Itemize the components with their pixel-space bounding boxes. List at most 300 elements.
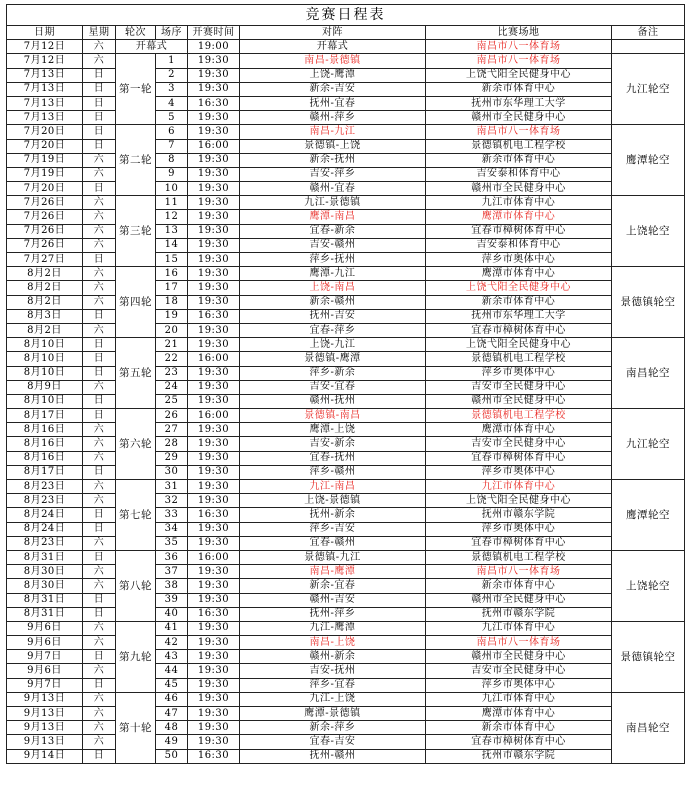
game-match: 宜春-新余 [240, 224, 426, 238]
game-time: 19:30 [188, 621, 240, 635]
game-match: 吉安-萍乡 [240, 167, 426, 181]
game-venue: 新余市体育中心 [426, 579, 612, 593]
game-seq: 24 [156, 380, 188, 394]
game-match: 赣州-宜春 [240, 182, 426, 196]
game-seq: 35 [156, 536, 188, 550]
game-match: 萍乡-宜春 [240, 678, 426, 692]
game-match: 萍乡-吉安 [240, 522, 426, 536]
game-weekday: 六 [83, 295, 116, 309]
game-venue: 景德镇机电工程学校 [426, 139, 612, 153]
game-date: 8月3日 [7, 309, 83, 323]
col-header-time: 开赛时间 [188, 26, 240, 40]
table-row [7, 636, 685, 650]
game-weekday: 六 [83, 54, 116, 68]
game-seq: 47 [156, 707, 188, 721]
game-weekday: 六 [83, 210, 116, 224]
game-time: 16:00 [188, 352, 240, 366]
opening-match: 开幕式 [240, 40, 426, 54]
game-venue: 赣州市全民健身中心 [426, 593, 612, 607]
game-venue: 新余市体育中心 [426, 153, 612, 167]
table-row [7, 409, 685, 423]
game-time: 19:30 [188, 707, 240, 721]
game-seq: 23 [156, 366, 188, 380]
game-match: 九江-景德镇 [240, 196, 426, 210]
game-seq: 36 [156, 550, 188, 564]
game-match: 新余-萍乡 [240, 721, 426, 735]
game-venue: 景德镇机电工程学校 [426, 409, 612, 423]
game-venue: 宜春市樟树体育中心 [426, 451, 612, 465]
game-weekday: 日 [83, 111, 116, 125]
game-time: 19:30 [188, 423, 240, 437]
round-note: 九江轮空 [612, 54, 685, 125]
game-time: 19:30 [188, 536, 240, 550]
round-label: 第六轮 [116, 409, 156, 480]
game-seq: 31 [156, 480, 188, 494]
game-date: 8月31日 [7, 607, 83, 621]
game-match: 新余-吉安 [240, 82, 426, 96]
game-seq: 29 [156, 451, 188, 465]
game-seq: 6 [156, 125, 188, 139]
game-date: 8月23日 [7, 536, 83, 550]
game-date: 9月6日 [7, 621, 83, 635]
game-seq: 32 [156, 494, 188, 508]
game-venue: 九江市体育中心 [426, 621, 612, 635]
table-row [7, 749, 685, 763]
game-weekday: 日 [83, 309, 116, 323]
game-venue: 抚州市赣东学院 [426, 607, 612, 621]
game-time: 19:30 [188, 394, 240, 408]
game-date: 7月13日 [7, 96, 83, 110]
game-date: 7月27日 [7, 253, 83, 267]
game-weekday: 六 [83, 721, 116, 735]
game-venue: 萍乡市奥体中心 [426, 522, 612, 536]
game-time: 16:00 [188, 139, 240, 153]
game-match: 鹰潭-景德镇 [240, 707, 426, 721]
game-weekday: 日 [83, 508, 116, 522]
opening-label: 开幕式 [116, 40, 188, 54]
game-date: 8月2日 [7, 323, 83, 337]
game-weekday: 日 [83, 139, 116, 153]
game-weekday: 日 [83, 394, 116, 408]
table-row [7, 664, 685, 678]
game-seq: 43 [156, 650, 188, 664]
game-match: 景德镇-鹰潭 [240, 352, 426, 366]
game-weekday: 日 [83, 522, 116, 536]
game-time: 19:30 [188, 579, 240, 593]
game-seq: 1 [156, 54, 188, 68]
table-row [7, 196, 685, 210]
table-row [7, 451, 685, 465]
game-match: 赣州-新余 [240, 650, 426, 664]
round-note: 上饶轮空 [612, 550, 685, 621]
game-seq: 46 [156, 692, 188, 706]
round-label: 第四轮 [116, 267, 156, 338]
round-label: 第一轮 [116, 54, 156, 125]
game-venue: 新余市体育中心 [426, 82, 612, 96]
table-row [7, 125, 685, 139]
game-date: 8月30日 [7, 565, 83, 579]
game-date: 8月30日 [7, 579, 83, 593]
game-date: 8月10日 [7, 366, 83, 380]
table-row [7, 565, 685, 579]
game-time: 19:30 [188, 196, 240, 210]
table-row [7, 593, 685, 607]
table-row [7, 111, 685, 125]
game-time: 16:30 [188, 309, 240, 323]
game-venue: 宜春市樟树体育中心 [426, 323, 612, 337]
game-time: 19:30 [188, 451, 240, 465]
game-venue: 吉安泰和体育中心 [426, 167, 612, 181]
game-date: 8月24日 [7, 508, 83, 522]
game-seq: 15 [156, 253, 188, 267]
game-date: 8月2日 [7, 281, 83, 295]
game-seq: 10 [156, 182, 188, 196]
game-time: 19:30 [188, 636, 240, 650]
game-seq: 19 [156, 309, 188, 323]
game-seq: 13 [156, 224, 188, 238]
game-venue: 抚州市赣东学院 [426, 749, 612, 763]
table-row [7, 522, 685, 536]
table-row [7, 352, 685, 366]
game-date: 8月31日 [7, 593, 83, 607]
game-time: 16:30 [188, 607, 240, 621]
game-venue: 萍乡市奥体中心 [426, 678, 612, 692]
game-time: 19:30 [188, 82, 240, 96]
game-venue: 赣州市全民健身中心 [426, 394, 612, 408]
game-weekday: 日 [83, 338, 116, 352]
game-venue: 宜春市樟树体育中心 [426, 224, 612, 238]
table-row [7, 167, 685, 181]
game-match: 吉安-抚州 [240, 664, 426, 678]
game-weekday: 六 [83, 494, 116, 508]
game-match: 萍乡-新余 [240, 366, 426, 380]
game-venue: 南昌市八一体育场 [426, 636, 612, 650]
game-seq: 4 [156, 96, 188, 110]
game-time: 19:30 [188, 295, 240, 309]
game-time: 19:30 [188, 565, 240, 579]
game-time: 19:30 [188, 210, 240, 224]
table-row [7, 182, 685, 196]
game-weekday: 日 [83, 366, 116, 380]
game-weekday: 六 [83, 621, 116, 635]
game-date: 9月6日 [7, 636, 83, 650]
game-venue: 赣州市全民健身中心 [426, 650, 612, 664]
game-time: 19:30 [188, 380, 240, 394]
game-match: 赣州-吉安 [240, 593, 426, 607]
game-time: 19:30 [188, 522, 240, 536]
table-row [7, 465, 685, 479]
game-date: 9月7日 [7, 678, 83, 692]
game-venue: 吉安市全民健身中心 [426, 437, 612, 451]
game-venue: 南昌市八一体育场 [426, 125, 612, 139]
game-weekday: 日 [83, 96, 116, 110]
game-date: 9月6日 [7, 664, 83, 678]
game-venue: 鹰潭市体育中心 [426, 707, 612, 721]
game-venue: 新余市体育中心 [426, 721, 612, 735]
game-match: 萍乡-赣州 [240, 465, 426, 479]
game-time: 19:30 [188, 664, 240, 678]
game-date: 7月13日 [7, 111, 83, 125]
table-row [7, 650, 685, 664]
game-weekday: 六 [83, 480, 116, 494]
game-weekday: 日 [83, 678, 116, 692]
game-venue: 鹰潭市体育中心 [426, 210, 612, 224]
game-time: 16:30 [188, 749, 240, 763]
table-row [7, 238, 685, 252]
table-row [7, 494, 685, 508]
game-venue: 吉安市全民健身中心 [426, 664, 612, 678]
game-time: 19:30 [188, 267, 240, 281]
game-time: 19:30 [188, 253, 240, 267]
table-row [7, 68, 685, 82]
table-row [7, 536, 685, 550]
game-time: 19:30 [188, 54, 240, 68]
game-seq: 34 [156, 522, 188, 536]
game-match: 南昌-九江 [240, 125, 426, 139]
col-header-venue: 比赛场地 [426, 26, 612, 40]
game-weekday: 六 [83, 579, 116, 593]
game-seq: 42 [156, 636, 188, 650]
table-row [7, 281, 685, 295]
game-weekday: 日 [83, 352, 116, 366]
table-row [7, 338, 685, 352]
game-match: 上饶-南昌 [240, 281, 426, 295]
game-weekday: 日 [83, 749, 116, 763]
game-time: 19:30 [188, 650, 240, 664]
game-time: 19:30 [188, 366, 240, 380]
round-note: 景德镇轮空 [612, 267, 685, 338]
schedule-table [6, 4, 685, 764]
header-row [7, 26, 685, 40]
game-time: 19:30 [188, 735, 240, 749]
round-label: 第五轮 [116, 338, 156, 409]
game-date: 9月13日 [7, 721, 83, 735]
game-weekday: 六 [83, 692, 116, 706]
game-seq: 41 [156, 621, 188, 635]
game-date: 9月13日 [7, 692, 83, 706]
table-row [7, 82, 685, 96]
game-match: 鹰潭-九江 [240, 267, 426, 281]
game-time: 16:30 [188, 96, 240, 110]
table-row [7, 96, 685, 110]
game-venue: 景德镇机电工程学校 [426, 352, 612, 366]
round-note: 景德镇轮空 [612, 621, 685, 692]
col-header-seq: 场序 [156, 26, 188, 40]
game-time: 19:30 [188, 238, 240, 252]
game-weekday: 六 [83, 238, 116, 252]
game-time: 16:00 [188, 550, 240, 564]
opening-row [7, 40, 685, 54]
game-weekday: 六 [83, 196, 116, 210]
game-time: 19:30 [188, 338, 240, 352]
game-time: 19:30 [188, 692, 240, 706]
table-row [7, 366, 685, 380]
game-time: 19:30 [188, 593, 240, 607]
col-header-match: 对阵 [240, 26, 426, 40]
game-time: 19:30 [188, 323, 240, 337]
game-venue: 九江市体育中心 [426, 480, 612, 494]
game-seq: 33 [156, 508, 188, 522]
opening-venue: 南昌市八一体育场 [426, 40, 612, 54]
game-venue: 萍乡市奥体中心 [426, 253, 612, 267]
game-match: 上饶-景德镇 [240, 494, 426, 508]
game-date: 8月2日 [7, 295, 83, 309]
table-row [7, 508, 685, 522]
col-header-note: 备注 [612, 26, 685, 40]
table-row [7, 678, 685, 692]
round-note: 南昌轮空 [612, 338, 685, 409]
table-row [7, 437, 685, 451]
table-row [7, 224, 685, 238]
col-header-date: 日期 [7, 26, 83, 40]
game-venue: 赣州市全民健身中心 [426, 182, 612, 196]
game-date: 9月7日 [7, 650, 83, 664]
game-date: 7月13日 [7, 82, 83, 96]
round-note: 南昌轮空 [612, 692, 685, 763]
game-date: 7月20日 [7, 182, 83, 196]
game-match: 鹰潭-南昌 [240, 210, 426, 224]
game-weekday: 日 [83, 409, 116, 423]
game-venue: 萍乡市奥体中心 [426, 465, 612, 479]
table-row [7, 480, 685, 494]
game-match: 赣州-抚州 [240, 394, 426, 408]
table-row [7, 267, 685, 281]
game-date: 8月10日 [7, 394, 83, 408]
game-seq: 40 [156, 607, 188, 621]
round-label: 第二轮 [116, 125, 156, 196]
game-weekday: 日 [83, 82, 116, 96]
game-seq: 17 [156, 281, 188, 295]
game-match: 上饶-九江 [240, 338, 426, 352]
table-row [7, 253, 685, 267]
game-time: 19:30 [188, 480, 240, 494]
schedule-sheet [6, 4, 684, 764]
game-match: 宜春-萍乡 [240, 323, 426, 337]
game-match: 抚州-宜春 [240, 96, 426, 110]
game-time: 19:30 [188, 182, 240, 196]
opening-note [612, 40, 685, 54]
game-time: 19:30 [188, 224, 240, 238]
game-match: 吉安-宜春 [240, 380, 426, 394]
game-time: 19:30 [188, 494, 240, 508]
game-match: 新余-宜春 [240, 579, 426, 593]
game-weekday: 六 [83, 167, 116, 181]
game-venue: 宜春市樟树体育中心 [426, 735, 612, 749]
game-seq: 21 [156, 338, 188, 352]
opening-weekday: 六 [83, 40, 116, 54]
game-date: 7月19日 [7, 153, 83, 167]
opening-time: 19:00 [188, 40, 240, 54]
table-title: 竞赛日程表 [7, 5, 685, 26]
game-seq: 14 [156, 238, 188, 252]
game-weekday: 六 [83, 636, 116, 650]
round-label: 第九轮 [116, 621, 156, 692]
game-weekday: 日 [83, 650, 116, 664]
game-venue: 赣州市全民健身中心 [426, 111, 612, 125]
game-weekday: 日 [83, 68, 116, 82]
game-match: 新余-抚州 [240, 153, 426, 167]
game-seq: 48 [156, 721, 188, 735]
game-time: 16:30 [188, 508, 240, 522]
game-date: 8月31日 [7, 550, 83, 564]
game-time: 19:30 [188, 465, 240, 479]
game-weekday: 日 [83, 253, 116, 267]
game-seq: 12 [156, 210, 188, 224]
game-seq: 27 [156, 423, 188, 437]
game-date: 9月13日 [7, 735, 83, 749]
game-weekday: 六 [83, 536, 116, 550]
game-date: 7月26日 [7, 210, 83, 224]
game-seq: 3 [156, 82, 188, 96]
game-date: 8月10日 [7, 352, 83, 366]
game-weekday: 日 [83, 465, 116, 479]
game-weekday: 六 [83, 451, 116, 465]
game-seq: 50 [156, 749, 188, 763]
game-seq: 44 [156, 664, 188, 678]
table-row [7, 309, 685, 323]
table-row [7, 380, 685, 394]
game-time: 19:30 [188, 68, 240, 82]
game-match: 景德镇-九江 [240, 550, 426, 564]
game-venue: 景德镇机电工程学校 [426, 550, 612, 564]
game-match: 上饶-鹰潭 [240, 68, 426, 82]
game-seq: 37 [156, 565, 188, 579]
table-row [7, 550, 685, 564]
game-seq: 2 [156, 68, 188, 82]
game-match: 赣州-萍乡 [240, 111, 426, 125]
game-seq: 22 [156, 352, 188, 366]
game-weekday: 六 [83, 323, 116, 337]
table-row [7, 735, 685, 749]
game-weekday: 六 [83, 664, 116, 678]
game-venue: 抚州市东华理工大学 [426, 96, 612, 110]
game-time: 19:30 [188, 281, 240, 295]
game-venue: 九江市体育中心 [426, 692, 612, 706]
round-note: 鹰潭轮空 [612, 480, 685, 551]
table-row [7, 54, 685, 68]
game-seq: 38 [156, 579, 188, 593]
game-date: 8月17日 [7, 465, 83, 479]
game-weekday: 日 [83, 607, 116, 621]
game-weekday: 六 [83, 707, 116, 721]
col-header-weekday: 星期 [83, 26, 116, 40]
game-match: 景德镇-上饶 [240, 139, 426, 153]
game-venue: 鹰潭市体育中心 [426, 267, 612, 281]
game-time: 19:30 [188, 153, 240, 167]
game-date: 8月23日 [7, 480, 83, 494]
game-match: 吉安-新余 [240, 437, 426, 451]
table-row [7, 394, 685, 408]
game-venue: 抚州市东华理工大学 [426, 309, 612, 323]
game-match: 景德镇-南昌 [240, 409, 426, 423]
game-time: 19:30 [188, 721, 240, 735]
game-venue: 新余市体育中心 [426, 295, 612, 309]
game-match: 抚州-萍乡 [240, 607, 426, 621]
game-seq: 45 [156, 678, 188, 692]
game-date: 7月26日 [7, 196, 83, 210]
game-date: 8月9日 [7, 380, 83, 394]
game-match: 九江-鹰潭 [240, 621, 426, 635]
round-label: 第三轮 [116, 196, 156, 267]
game-weekday: 六 [83, 735, 116, 749]
game-seq: 30 [156, 465, 188, 479]
table-row [7, 153, 685, 167]
table-row [7, 295, 685, 309]
game-weekday: 日 [83, 182, 116, 196]
game-time: 19:30 [188, 167, 240, 181]
game-venue: 九江市体育中心 [426, 196, 612, 210]
game-time: 19:30 [188, 125, 240, 139]
